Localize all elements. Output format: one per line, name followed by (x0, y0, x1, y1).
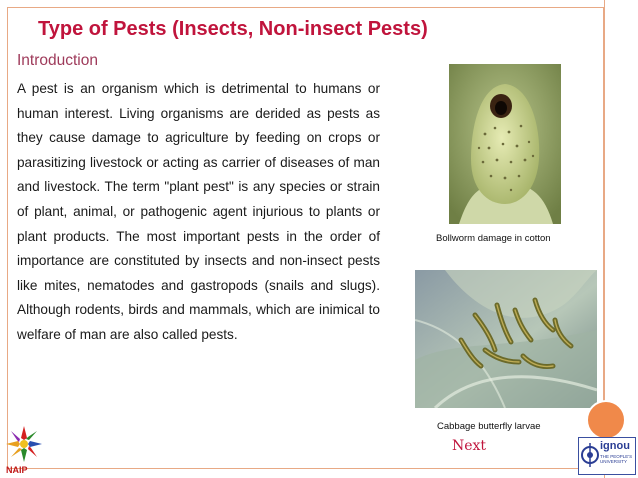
ignou-wordmark: ignou (600, 440, 630, 452)
cabbage-larvae-photo (415, 270, 597, 408)
ignou-tagline: THE PEOPLE'S UNIVERSITY (600, 454, 633, 464)
bollworm-photo (449, 64, 561, 224)
section-heading: Introduction (17, 52, 98, 69)
body-paragraph: A pest is an organism which is detrimental to humans or human interest. Living organisms are derided as pests as they cause damage to agriculture by feeding on crops or parasitizing livestock or acting as carrier of diseases of man and livestock. The term "plant pest" is any species or strain of plant, animal, or pathogenic agent injurious to plants or plant products. The most important pests in the order of importance are constituted by insects and non-insect pests like mites, nematodes and gastropods (snails and slugs). Although rodents, birds and mammals, which are inimical to welfare of man are also called pests. (17, 81, 380, 342)
naip-logo-text: NAIP (6, 465, 28, 475)
slide-title: Type of Pests (Insects, Non-insect Pests) (38, 18, 428, 40)
decorative-circle (586, 400, 626, 440)
ignou-logo (578, 437, 636, 475)
figure-caption-bollworm: Bollworm damage in cotton (436, 233, 551, 244)
next-link[interactable]: Next (452, 438, 487, 454)
ignou-emblem-icon (581, 441, 599, 471)
figure-caption-cabbage: Cabbage butterfly larvae (437, 421, 541, 432)
